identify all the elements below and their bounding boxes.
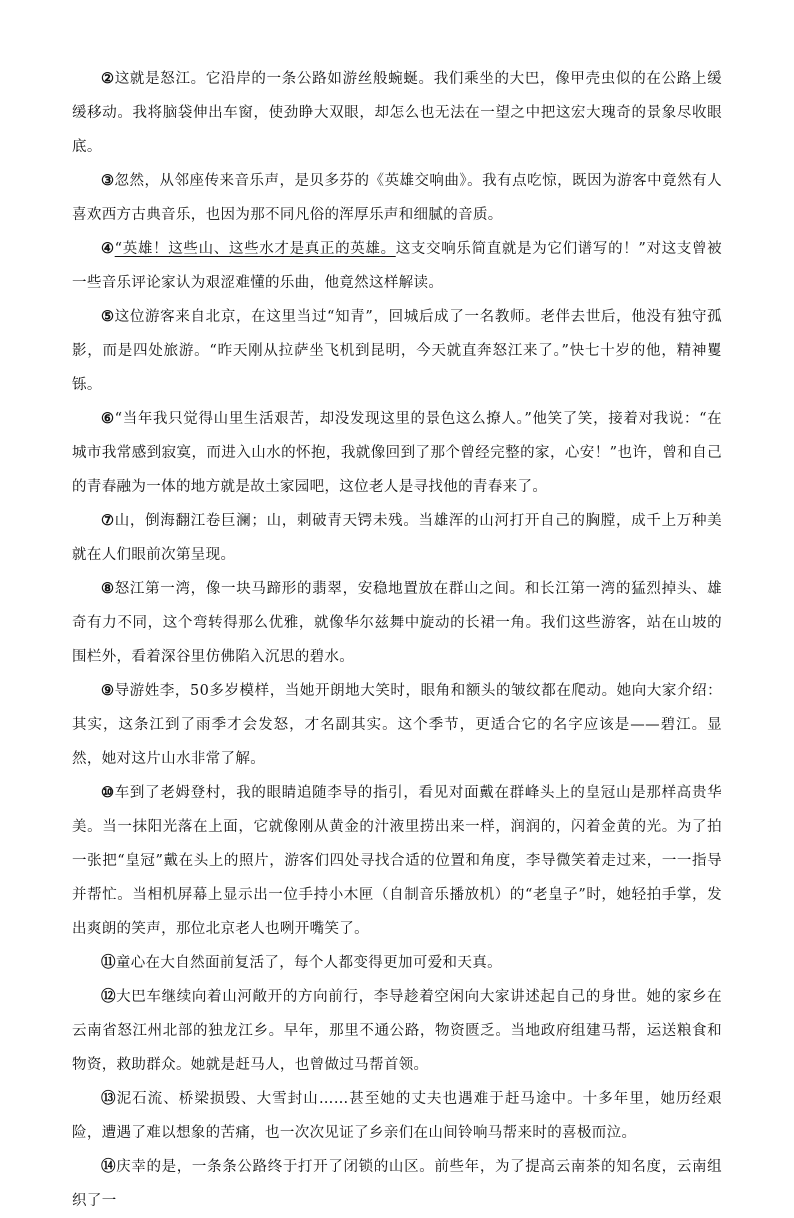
paragraph-number: ⑨: [101, 682, 115, 699]
paragraph-5: [72, 300, 722, 402]
paragraph-number: ④: [101, 240, 115, 257]
paragraph-9: [72, 674, 722, 776]
paragraph-number: ③: [101, 172, 115, 189]
paragraph-text: “当年我只觉得山里生活艰苦，却没发现这里的景色这么撩人。”他笑了笑，接着对我说：“在城市我常感到寂寞，而进入山水的怀抱，我就像回到了那个曾经完整的家，心安！”也许，曾和自己的青春融为一体的地方就是故土家园吧，这位老人是寻找他的青春来了。: [72, 411, 722, 495]
paragraph-number: ⑭: [101, 1158, 117, 1175]
paragraph-13: [72, 1082, 722, 1150]
paragraph-6: [72, 402, 722, 504]
paragraph-2: [72, 62, 722, 164]
paragraph-number: ⑧: [101, 580, 115, 597]
paragraph-8: [72, 572, 722, 674]
paragraph-number: ⑪: [101, 954, 116, 971]
paragraph-14: [72, 1150, 722, 1218]
paragraph-text: 导游姓李，50多岁模样，当她开朗地大笑时，眼角和额头的皱纹都在爬动。她向大家介绍：其实，这条江到了雨季才会发怒，才名副其实。这个季节，更适合它的名字应该是——碧江。显然，她对这片山水非常了解。: [72, 683, 723, 767]
paragraph-text: 怒江第一湾，像一块马蹄形的翡翠，安稳地置放在群山之间。和长江第一湾的猛烈掉头、雄奇有力不同，这个弯转得那么优雅，就像华尔兹舞中旋动的长裙一角。我们这些游客，站在山坡的围栏外，看着深谷里仿佛陷入沉思的碧水。: [72, 581, 722, 665]
paragraph-text: 童心在大自然面前复活了，每个人都变得更加可爱和天真。: [115, 955, 502, 971]
paragraph-number: ⑬: [101, 1090, 117, 1107]
paragraph-text: 车到了老姆登村，我的眼睛追随李导的指引，看见对面戴在群峰头上的皇冠山是那样高贵华美。当一抹阳光落在上面，它就像刚从黄金的汁液里捞出来一样，润润的，闪着金黄的光。为了拍一张把“皇冠”戴在头上的照片，游客们四处寻找合适的位置和角度，李导微笑着走过来，一一指导并帮忙。当相机屏幕上显示出一位手持小木匣（自制音乐播放机）的“老皇子”时，她轻拍手掌，发出爽朗的笑声，那位北京老人也咧开嘴笑了。: [72, 785, 722, 937]
paragraph-7: [72, 504, 722, 572]
paragraph-text: 泥石流、桥梁损毁、大雪封山……甚至她的丈夫也遇难于赶马途中。十多年里，她历经艰险，遭遇了难以想象的苦痛，也一次次见证了乡亲们在山间铃响马帮来时的喜极而泣。: [72, 1091, 722, 1141]
paragraph-text: 这位游客来自北京，在这里当过“知青”，回城后成了一名教师。老伴去世后，他没有独守孤影，而是四处旅游。“昨天刚从拉萨坐飞机到昆明，今天就直奔怒江来了。”快七十岁的他，精神矍铄。: [72, 309, 722, 393]
paragraph-text: 庆幸的是，一条条公路终于打开了闭锁的山区。前些年，为了提高云南茶的知名度，云南组织了一: [72, 1159, 722, 1209]
paragraph-number: ⑥: [101, 410, 115, 427]
paragraph-11: [72, 946, 722, 980]
paragraph-number: ⑤: [101, 308, 115, 325]
paragraph-number: ②: [101, 70, 115, 87]
paragraph-text: 这就是怒江。它沿岸的一条公路如游丝般蜿蜒。我们乘坐的大巴，像甲壳虫似的在公路上缓缓移动。我将脑袋伸出车窗，使劲睁大双眼，却怎么也无法在一望之中把这宏大瑰奇的景象尽收眼底。: [72, 71, 722, 155]
paragraph-text: 山，倒海翻江卷巨澜；山，刺破青天锷未残。当雄浑的山河打开自己的胸膛，成千上万种美就在人们眼前次第呈现。: [72, 513, 722, 563]
paragraph-number: ⑫: [101, 988, 117, 1005]
paragraph-number: ⑦: [101, 512, 115, 529]
underlined-quote: “英雄！这些山、这些水才是真正的英雄。: [114, 241, 396, 257]
paragraph-12: [72, 980, 722, 1082]
paragraph-3: [72, 164, 722, 232]
paragraph-10: [72, 776, 722, 946]
paragraph-4: [72, 232, 722, 300]
paragraph-number: ⑩: [101, 784, 115, 801]
paragraph-text: 大巴车继续向着山河敞开的方向前行，李导趁着空闲向大家讲述起自己的身世。她的家乡在云南省怒江州北部的独龙江乡。早年，那里不通公路，物资匮乏。当地政府组建马帮，运送粮食和物资，救助群众。她就是赶马人，也曾做过马帮首领。: [72, 989, 722, 1073]
paragraph-text: 忽然，从邻座传来音乐声，是贝多芬的《英雄交响曲》。我有点吃惊，既因为游客中竟然有人喜欢西方古典音乐，也因为那不同凡俗的浑厚乐声和细腻的音质。: [72, 173, 722, 223]
paragraph-text: 这支交响乐简直就是为它们谱写的！”对这支曾被一些音乐评论家认为艰涩难懂的乐曲，他竟然这样解读。: [72, 241, 722, 291]
document-page: [72, 62, 722, 1218]
